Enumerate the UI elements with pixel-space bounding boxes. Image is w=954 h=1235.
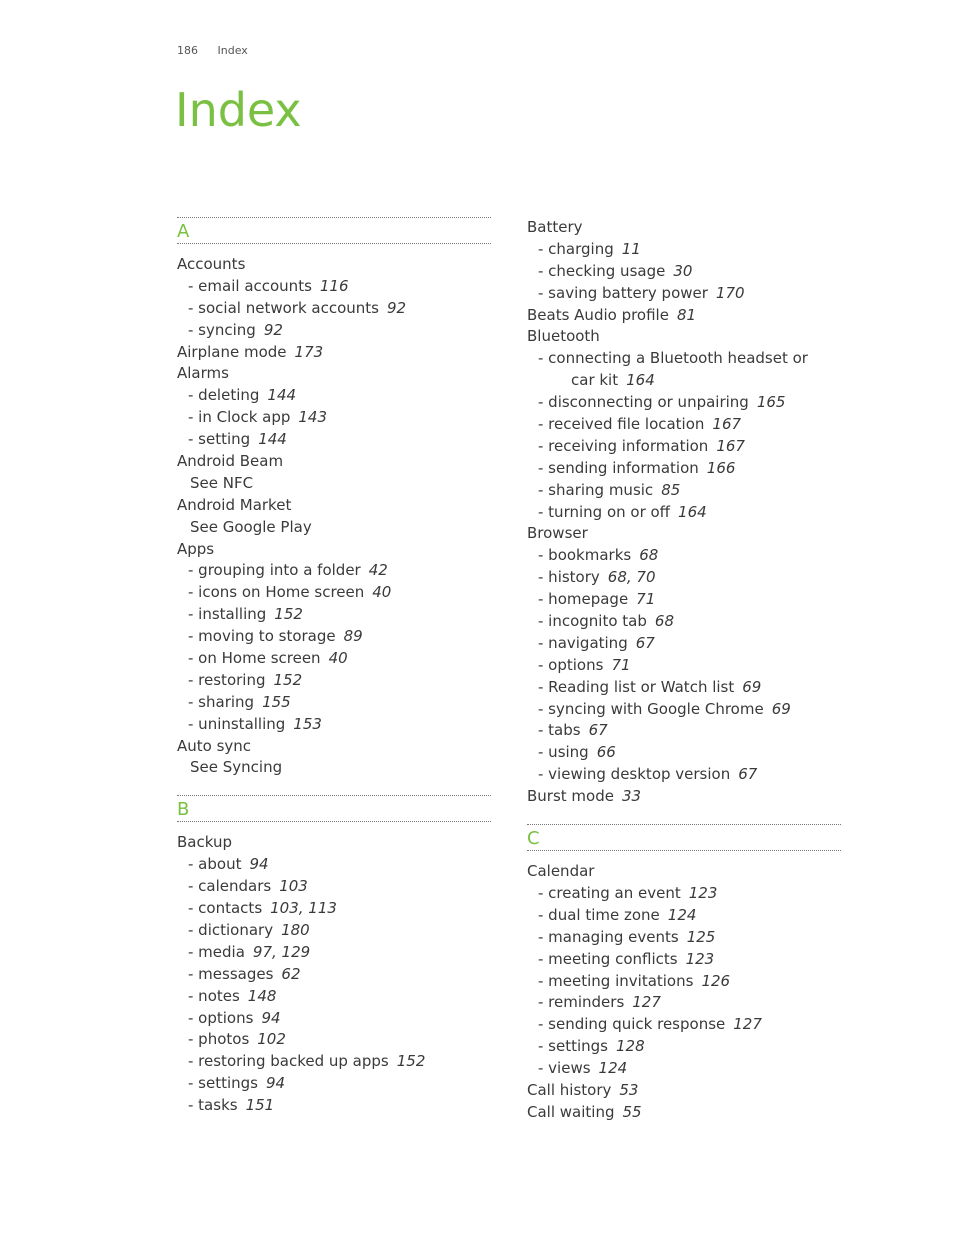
- index-entry-text: - icons on Home screen: [188, 583, 365, 602]
- index-entry-text: Call history: [527, 1080, 612, 1099]
- index-entry-text: - social network accounts: [188, 298, 379, 317]
- index-subentry: [527, 436, 841, 458]
- index-entry-text: - syncing with Google Chrome: [538, 699, 764, 718]
- index-column-left: [177, 217, 491, 1117]
- index-subentry: [527, 927, 841, 949]
- page-reference-link[interactable]: 180: [281, 920, 310, 939]
- index-subentry: [527, 589, 841, 611]
- index-entry-text: - photos: [188, 1030, 250, 1049]
- index-subentry: [527, 1014, 841, 1036]
- page-number: 186: [177, 44, 198, 57]
- page-reference-link[interactable]: 173: [294, 342, 324, 361]
- page-reference-link[interactable]: 94: [249, 855, 269, 874]
- index-subentry: [177, 854, 491, 876]
- index-subentry: [177, 942, 491, 964]
- page-reference-link[interactable]: 71: [611, 655, 631, 674]
- page-reference-link[interactable]: 152: [273, 670, 303, 689]
- page-reference-link[interactable]: 94: [266, 1074, 286, 1093]
- page-reference-link[interactable]: 127: [632, 993, 661, 1012]
- index-subentry: [177, 898, 491, 920]
- page-reference-link[interactable]: 155: [262, 692, 291, 711]
- page-reference-link[interactable]: 94: [261, 1008, 281, 1027]
- index-subentry: [177, 560, 491, 582]
- index-entry-text: - messages: [188, 964, 274, 983]
- index-entry-text: - sharing: [188, 692, 255, 711]
- index-entry-text: See Google Play: [190, 517, 312, 536]
- page-reference-link[interactable]: 152: [274, 605, 303, 624]
- index-entry-text: Alarms: [177, 364, 229, 383]
- index-entry-text: - grouping into a folder: [188, 561, 361, 580]
- index-entry: [527, 523, 841, 545]
- page-reference-link[interactable]: 127: [733, 1015, 762, 1034]
- index-entry-text: - email accounts: [188, 276, 312, 295]
- index-subentry: [177, 1029, 491, 1051]
- index-subentry: [527, 370, 841, 392]
- index-subentry: [527, 971, 841, 993]
- index-entry-text: - creating an event: [538, 883, 681, 902]
- page-reference-link[interactable]: 124: [598, 1059, 628, 1078]
- index-entry-text: - sharing music: [538, 480, 654, 499]
- index-entry-text: - received file location: [538, 415, 705, 434]
- page-reference-link[interactable]: 165: [756, 393, 786, 412]
- index-entry-text: - reminders: [538, 993, 625, 1012]
- index-entry-text: - settings: [188, 1074, 258, 1093]
- index-entry-text: - saving battery power: [538, 283, 708, 302]
- page-reference-link[interactable]: 53: [619, 1080, 639, 1099]
- index-subentry: [527, 764, 841, 786]
- index-subentry: [527, 567, 841, 589]
- index-entry-text: Calendar: [527, 862, 595, 881]
- index-entry-text: Battery: [527, 218, 583, 236]
- page-reference-link[interactable]: 40: [372, 583, 392, 602]
- index-subentry: [177, 1008, 491, 1030]
- index-entry-text: - about: [188, 855, 242, 874]
- index-subentry: [527, 611, 841, 633]
- index-entry-text: - Reading list or Watch list: [538, 677, 735, 696]
- running-head: [177, 44, 248, 57]
- index-entry-text: Burst mode: [527, 787, 614, 806]
- index-entry-text: - tasks: [188, 1096, 238, 1115]
- index-subentry: [177, 1095, 491, 1117]
- index-entry: [177, 254, 491, 276]
- index-entry-text: - receiving information: [538, 436, 709, 455]
- page-reference-link[interactable]: 40: [328, 649, 348, 668]
- index-entry-text: - turning on or off: [538, 502, 671, 521]
- index-column-right: [527, 217, 841, 1124]
- index-subentry: [527, 633, 841, 655]
- index-subentry: [527, 1058, 841, 1080]
- page-reference-link[interactable]: 167: [716, 436, 745, 455]
- page-title: Index: [175, 83, 302, 137]
- index-entry-text: - meeting conflicts: [538, 949, 678, 968]
- index-entry-text: - using: [538, 743, 589, 762]
- index-entry-text: - history: [538, 568, 600, 587]
- index-entry-text: - charging: [538, 239, 614, 258]
- index-subentry: [527, 261, 841, 283]
- index-entry-text: - tabs: [538, 721, 581, 740]
- page-reference-link[interactable]: 69: [771, 699, 791, 718]
- index-subentry: [177, 276, 491, 298]
- index-entry-text: Accounts: [177, 255, 246, 273]
- index-subentry: [527, 414, 841, 436]
- page-reference-link[interactable]: 153: [293, 714, 322, 733]
- index-entry-text: - viewing desktop version: [538, 765, 731, 784]
- index-entry-text: - in Clock app: [188, 408, 291, 427]
- page-reference-link[interactable]: 30: [673, 261, 693, 280]
- page-reference-link[interactable]: 103, 113: [270, 899, 337, 918]
- index-subentry: [527, 677, 841, 699]
- index-entry-text: - installing: [188, 605, 267, 624]
- page-reference-link[interactable]: 69: [742, 677, 762, 696]
- index-entry-text: Bluetooth: [527, 327, 600, 346]
- index-entry-text: - contacts: [188, 899, 263, 918]
- index-entry: [177, 451, 491, 473]
- index-entry-text: - notes: [188, 986, 240, 1005]
- page-reference-link[interactable]: 62: [281, 964, 301, 983]
- page-reference-link[interactable]: 33: [621, 787, 642, 806]
- page-reference-link[interactable]: 125: [686, 927, 716, 946]
- index-entry-text: - sending quick response: [538, 1015, 726, 1034]
- index-subentry: [527, 949, 841, 971]
- index-entry-text: Auto sync: [177, 736, 252, 755]
- index-entry: [527, 786, 841, 808]
- index-entry-text: - connecting a Bluetooth headset or: [538, 349, 808, 368]
- page-reference-link[interactable]: 92: [386, 298, 407, 317]
- index-subentry: [177, 385, 491, 407]
- page-reference-link[interactable]: 68: [639, 546, 659, 565]
- index-subentry: [177, 714, 491, 736]
- index-see-reference: [177, 517, 491, 539]
- index-entry-text: car kit: [571, 371, 619, 390]
- index-entry: [527, 217, 841, 239]
- index-subentry: [527, 883, 841, 905]
- index-subentry: [177, 320, 491, 342]
- page-reference-link[interactable]: 85: [661, 480, 681, 499]
- index-subentry: [177, 626, 491, 648]
- index-entry-text: Backup: [177, 833, 232, 852]
- index-subentry: [527, 1036, 841, 1058]
- page-reference-link[interactable]: 103: [279, 877, 308, 896]
- page-reference-link[interactable]: 68: [654, 612, 674, 631]
- index-entry-text: Apps: [177, 539, 215, 558]
- index-subentry: [177, 298, 491, 320]
- page-reference-link[interactable]: 55: [622, 1102, 642, 1121]
- page-reference-link[interactable]: 67: [635, 633, 655, 652]
- index-subentry: [527, 480, 841, 502]
- page-reference-link[interactable]: 67: [588, 721, 608, 740]
- index-subentry: [527, 283, 841, 305]
- index-entry: [177, 342, 491, 364]
- page-reference-link[interactable]: 166: [706, 458, 736, 477]
- index-entry-text: - deleting: [188, 386, 260, 405]
- index-entry-text: - moving to storage: [188, 627, 336, 646]
- index-entry-text: - views: [538, 1059, 591, 1078]
- index-entry-text: Browser: [527, 524, 588, 543]
- page-reference-link[interactable]: 81: [676, 305, 697, 324]
- page-reference-link[interactable]: 126: [701, 971, 731, 990]
- index-subentry: [527, 392, 841, 414]
- index-entry-text: - options: [188, 1008, 254, 1027]
- page-reference-link[interactable]: 123: [688, 883, 718, 902]
- page-reference-link[interactable]: 42: [368, 561, 388, 580]
- index-entry-text: - bookmarks: [538, 546, 632, 565]
- page-reference-link[interactable]: 151: [245, 1096, 275, 1115]
- index-entry-text: - options: [538, 655, 604, 674]
- page-reference-link[interactable]: 89: [343, 627, 363, 646]
- page-reference-link[interactable]: 148: [247, 986, 277, 1005]
- page-reference-link[interactable]: 66: [596, 743, 616, 762]
- index-subentry: [177, 582, 491, 604]
- index-subentry: [177, 429, 491, 451]
- page-reference-link[interactable]: 167: [712, 415, 742, 434]
- index-entry: [527, 305, 841, 327]
- index-entry-text: - homepage: [538, 590, 629, 609]
- index-subentry: [177, 670, 491, 692]
- index-subentry: [177, 986, 491, 1008]
- index-subentry: [177, 1051, 491, 1073]
- index-entry: [177, 736, 491, 758]
- index-entry-text: - sending information: [538, 458, 699, 477]
- index-subentry: [527, 905, 841, 927]
- page-reference-link[interactable]: 128: [616, 1037, 645, 1056]
- page-reference-link[interactable]: 11: [621, 239, 641, 258]
- page-reference-link[interactable]: 170: [715, 283, 745, 302]
- index-subentry: [527, 502, 841, 524]
- index-see-reference: [177, 473, 491, 495]
- index-entry-text: - uninstalling: [188, 714, 286, 733]
- page-reference-link[interactable]: 152: [396, 1052, 426, 1071]
- index-subentry: [177, 876, 491, 898]
- index-subentry: [177, 648, 491, 670]
- index-entry-text: Android Market: [177, 495, 292, 514]
- index-subentry: [177, 407, 491, 429]
- index-entry: [527, 1102, 841, 1124]
- index-subentry: [527, 545, 841, 567]
- index-subentry: [527, 348, 841, 370]
- index-letter-heading: A: [177, 217, 491, 244]
- index-entry-text: - incognito tab: [538, 612, 647, 631]
- index-entry-text: - disconnecting or unpairing: [538, 393, 749, 412]
- index-subentry: [527, 458, 841, 480]
- index-entry: [527, 1080, 841, 1102]
- index-subentry: [527, 742, 841, 764]
- index-entry: [177, 539, 491, 561]
- page-reference-link[interactable]: 123: [685, 949, 715, 968]
- page-reference-link[interactable]: 143: [298, 408, 328, 427]
- page-reference-link[interactable]: 164: [678, 502, 707, 521]
- index-entry: [177, 363, 491, 385]
- page-reference-link[interactable]: 68, 70: [607, 568, 656, 587]
- index-entry-text: - managing events: [538, 927, 679, 946]
- page-reference-link[interactable]: 116: [319, 276, 349, 295]
- index-entry-text: - settings: [538, 1037, 608, 1056]
- index-letter-heading: C: [527, 824, 841, 851]
- running-head-title: Index: [217, 44, 248, 57]
- index-subentry: [527, 239, 841, 261]
- page-reference-link[interactable]: 97, 129: [252, 942, 311, 961]
- page-reference-link[interactable]: 92: [263, 320, 283, 339]
- index-subentry: [177, 1073, 491, 1095]
- index-see-reference: [177, 757, 491, 779]
- index-entry-text: See Syncing: [190, 758, 283, 777]
- index-entry-text: See NFC: [190, 473, 254, 492]
- index-subentry: [527, 720, 841, 742]
- index-subentry: [177, 964, 491, 986]
- index-letter-heading: B: [177, 795, 491, 822]
- index-entry: [527, 326, 841, 348]
- index-entry-text: - checking usage: [538, 261, 666, 280]
- index-entry-text: Android Beam: [177, 452, 284, 471]
- index-entry-text: Beats Audio profile: [527, 305, 669, 324]
- page-reference-link[interactable]: 164: [626, 371, 655, 390]
- page-reference-link[interactable]: 102: [257, 1030, 286, 1049]
- index-entry-text: - dictionary: [188, 920, 274, 939]
- index-entry-text: - meeting invitations: [538, 971, 694, 990]
- index-entry-text: - restoring: [188, 670, 266, 689]
- page-reference-link[interactable]: 144: [258, 430, 287, 449]
- index-entry-text: - navigating: [538, 633, 628, 652]
- index-entry-text: - restoring backed up apps: [188, 1052, 389, 1071]
- index-entry-text: - media: [188, 942, 245, 961]
- index-entry-text: - dual time zone: [538, 905, 660, 924]
- index-entry: [177, 495, 491, 517]
- page-reference-link[interactable]: 124: [667, 905, 697, 924]
- index-entry: [527, 861, 841, 883]
- index-entry-text: - calendars: [188, 877, 272, 896]
- index-subentry: [527, 699, 841, 721]
- index-entry-text: - setting: [188, 430, 251, 449]
- index-subentry: [177, 920, 491, 942]
- index-entry-text: Call waiting: [527, 1102, 615, 1121]
- index-entry: [177, 832, 491, 854]
- index-subentry: [177, 692, 491, 714]
- index-entry-text: Airplane mode: [177, 342, 287, 361]
- page-reference-link[interactable]: 71: [636, 590, 656, 609]
- index-subentry: [177, 604, 491, 626]
- index-subentry: [527, 655, 841, 677]
- index-subentry: [527, 992, 841, 1014]
- page-reference-link[interactable]: 144: [267, 386, 297, 405]
- index-entry-text: - on Home screen: [188, 649, 321, 668]
- page-reference-link[interactable]: 67: [738, 765, 758, 784]
- index-entry-text: - syncing: [188, 320, 256, 339]
